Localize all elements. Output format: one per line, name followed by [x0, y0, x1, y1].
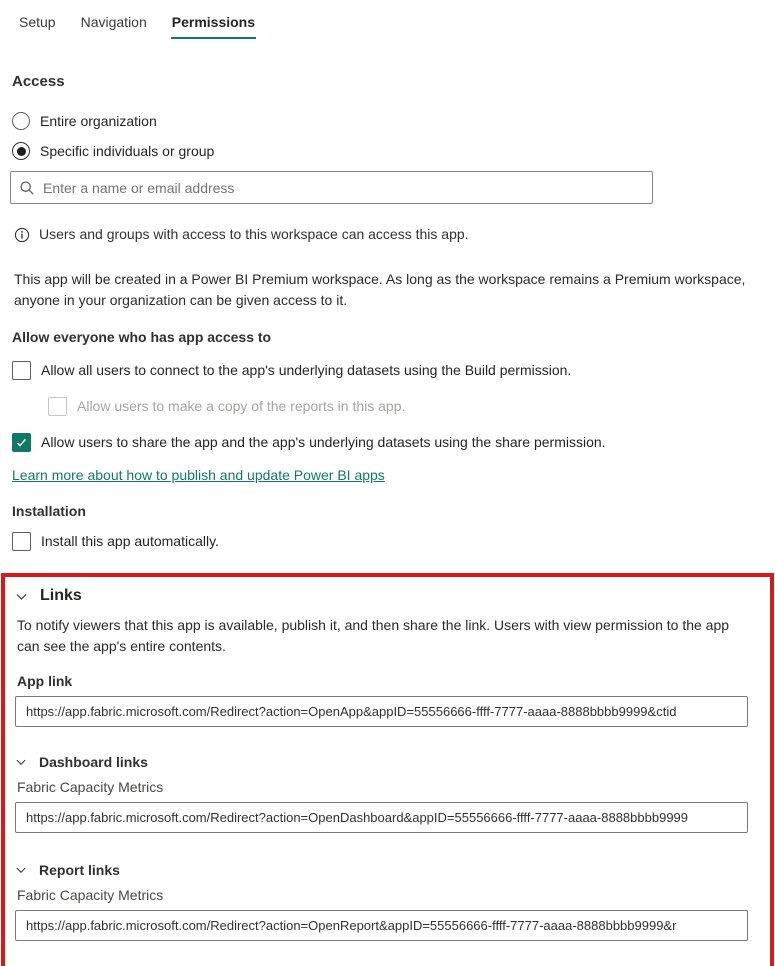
report-links-title: Report links — [39, 862, 120, 878]
access-heading: Access — [12, 73, 65, 90]
search-input[interactable] — [43, 180, 644, 196]
radio-icon — [12, 112, 30, 130]
radio-entire-organization[interactable] — [12, 106, 775, 136]
chevron-down-icon — [15, 590, 28, 603]
chevron-down-icon — [15, 864, 27, 876]
links-section-toggle[interactable] — [15, 587, 756, 605]
chevron-down-icon — [15, 756, 27, 768]
checkbox-icon — [48, 397, 67, 416]
learn-more-link[interactable]: Learn more about how to publish and update Power BI apps — [12, 467, 385, 483]
dashboard-links-toggle[interactable] — [15, 754, 756, 770]
radio-icon — [12, 142, 30, 160]
links-description: To notify viewers that this app is available, publish it, and then share the link. Users with view permission to the app can see the app's entire contents. — [17, 617, 730, 654]
radio-label: Entire organization — [40, 113, 157, 129]
app-link-label: App link — [17, 673, 73, 689]
report-item-label: Fabric Capacity Metrics — [17, 887, 164, 903]
checkbox-label: Allow all users to connect to the app's underlying datasets using the Build permission. — [41, 362, 572, 378]
links-section-title: Links — [40, 587, 82, 604]
search-icon — [19, 180, 35, 196]
checkbox-icon — [12, 532, 31, 551]
checkbox-copy-reports — [48, 397, 775, 416]
report-links-toggle[interactable] — [15, 862, 756, 878]
checkbox-label: Allow users to share the app and the app's underlying datasets using the share permission. — [41, 434, 606, 450]
links-highlight-region — [1, 573, 774, 966]
tab-setup[interactable]: Setup — [19, 14, 56, 30]
installation-heading: Installation — [12, 503, 86, 519]
info-text: Users and groups with access to this workspace can access this app. — [39, 226, 469, 242]
allow-section-heading: Allow everyone who has app access to — [12, 329, 272, 345]
tab-bar — [0, 0, 775, 39]
checkbox-label: Install this app automatically. — [41, 533, 219, 549]
report-link-input[interactable] — [15, 910, 748, 941]
checkbox-icon — [12, 361, 31, 380]
workspace-info-note — [14, 226, 775, 243]
premium-workspace-note: This app will be created in a Power BI Premium workspace. As long as the workspace remains a Premium workspace, anyone in your organization can be given access to it. — [14, 271, 746, 308]
tab-navigation[interactable]: Navigation — [80, 14, 147, 30]
dashboard-item-label: Fabric Capacity Metrics — [17, 779, 164, 795]
check-icon — [15, 436, 28, 449]
checkbox-icon — [12, 433, 31, 452]
checkbox-share-permission[interactable] — [12, 433, 775, 452]
dashboard-links-title: Dashboard links — [39, 754, 148, 770]
checkbox-install-automatically[interactable] — [12, 532, 775, 551]
checkbox-build-permission[interactable] — [12, 361, 775, 380]
info-icon — [14, 227, 30, 243]
app-link-input[interactable] — [15, 696, 748, 727]
people-search-box[interactable] — [10, 171, 653, 204]
radio-specific-individuals[interactable] — [12, 136, 775, 166]
tab-permissions[interactable]: Permissions — [171, 12, 256, 39]
access-radio-group — [12, 106, 775, 166]
checkbox-label: Allow users to make a copy of the reports in this app. — [77, 398, 406, 414]
dashboard-link-input[interactable] — [15, 802, 748, 833]
radio-label: Specific individuals or group — [40, 143, 215, 159]
